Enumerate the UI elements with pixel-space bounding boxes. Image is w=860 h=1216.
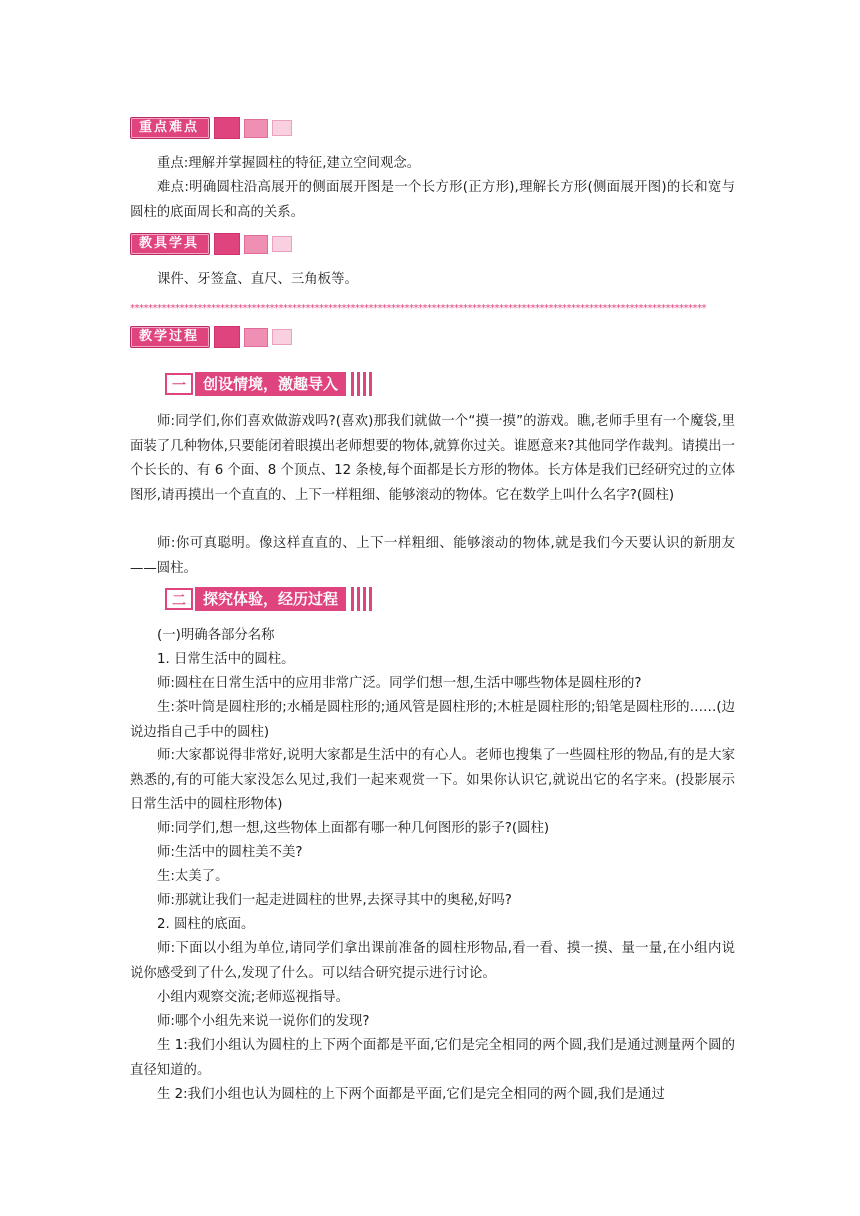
decor-square — [272, 120, 292, 136]
step2-paragraph: 生:茶叶筒是圆柱形的;水桶是圆柱形的;通风管是圆柱形的;木桩是圆柱形的;铅笔是圆柱形的……(边说边指自己手中的圆柱) — [130, 700, 735, 740]
section-label: 重点难点 — [130, 117, 210, 139]
section-header-process — [130, 326, 292, 348]
step-header-1 — [165, 372, 372, 396]
star-divider: ******************************************************************************************************************************** — [130, 303, 706, 314]
tools-paragraph: 课件、牙签盒、直尺、三角板等。 — [157, 272, 358, 287]
step2-paragraph: 师:同学们,想一想,这些物体上面都有哪一种几何图形的影子?(圆柱) — [157, 821, 550, 836]
step2-paragraph: 师:哪个小组先来说一说你们的发现? — [157, 1014, 370, 1029]
decor-square — [244, 235, 268, 254]
difficulty-paragraph: 难点:明确圆柱沿高展开的侧面展开图是一个长方形(正方形),理解长方形(侧面展开图)的长和宽与圆柱的底面周长和高的关系。 — [130, 180, 735, 220]
step2-paragraph: 师:下面以小组为单位,请同学们拿出课前准备的圆柱形物品,看一看、摸一摸、量一量,在小组内说说你感受到了什么,发现了什么。可以结合研究提示进行讨论。 — [130, 941, 735, 981]
step-title: 探究体验，经历过程 — [195, 587, 346, 611]
step-title: 创设情境，激趣导入 — [195, 372, 346, 396]
step2-paragraph: (一)明确各部分名称 — [157, 628, 275, 643]
decor-square — [272, 329, 292, 345]
step-number: 一 — [165, 373, 193, 395]
step2-paragraph: 生:太美了。 — [157, 869, 229, 884]
focus-paragraph: 重点:理解并掌握圆柱的特征,建立空间观念。 — [157, 156, 421, 171]
step2-paragraph: 师:那就让我们一起走进圆柱的世界,去探寻其中的奥秘,好吗? — [157, 893, 512, 908]
section-header-key-points — [130, 117, 292, 139]
step2-paragraph: 师:大家都说得非常好,说明大家都是生活中的有心人。老师也搜集了一些圆柱形的物品,有的是大家熟悉的,有的可能大家没怎么见过,我们一起来观赏一下。如果你认识它,就说出它的名字来。(投影展示日常生活中的圆柱形物体) — [130, 748, 735, 812]
step-decor-bars — [348, 587, 372, 611]
step2-paragraph: 小组内观察交流;老师巡视指导。 — [157, 990, 349, 1005]
step2-paragraph: 生 2:我们小组也认为圆柱的上下两个面都是平面,它们是完全相同的两个圆,我们是通过 — [157, 1087, 665, 1102]
section-label: 教具学具 — [130, 233, 210, 255]
decor-square — [214, 233, 240, 255]
section-header-tools — [130, 233, 292, 255]
step-number: 二 — [165, 588, 193, 610]
step2-paragraph: 2. 圆柱的底面。 — [157, 917, 255, 932]
step1-paragraph: 师:你可真聪明。像这样直直的、上下一样粗细、能够滚动的物体,就是我们今天要认识的新朋友——圆柱。 — [130, 536, 735, 576]
step1-paragraph: 师:同学们,你们喜欢做游戏吗?(喜欢)那我们就做一个“摸一摸”的游戏。瞧,老师手里有一个魔袋,里面装了几种物体,只要能闭着眼摸出老师想要的物体,就算你过关。谁愿意来?其他同学作裁判。请摸出一个长长的、有 6 个面、8 个顶点、12 条棱,每个面都是长方形的物体。长方体是我们已经研究过的立体图形,请再摸出一个直直的、上下一样粗细、能够滚动的物体。它在数学上叫什么名字?(圆柱) — [130, 414, 735, 503]
section-label: 教学过程 — [130, 326, 210, 348]
decor-square — [214, 326, 240, 348]
decor-square — [272, 236, 292, 252]
step2-paragraph: 生 1:我们小组认为圆柱的上下两个面都是平面,它们是完全相同的两个圆,我们是通过测量两个圆的直径知道的。 — [130, 1038, 735, 1078]
step2-paragraph: 师:生活中的圆柱美不美? — [157, 845, 303, 860]
step-header-2 — [165, 587, 372, 611]
decor-square — [244, 328, 268, 347]
step2-paragraph: 1. 日常生活中的圆柱。 — [157, 652, 295, 667]
step-decor-bars — [348, 372, 372, 396]
decor-square — [214, 117, 240, 139]
decor-square — [244, 119, 268, 138]
step2-paragraph: 师:圆柱在日常生活中的应用非常广泛。同学们想一想,生活中哪些物体是圆柱形的? — [157, 676, 642, 691]
